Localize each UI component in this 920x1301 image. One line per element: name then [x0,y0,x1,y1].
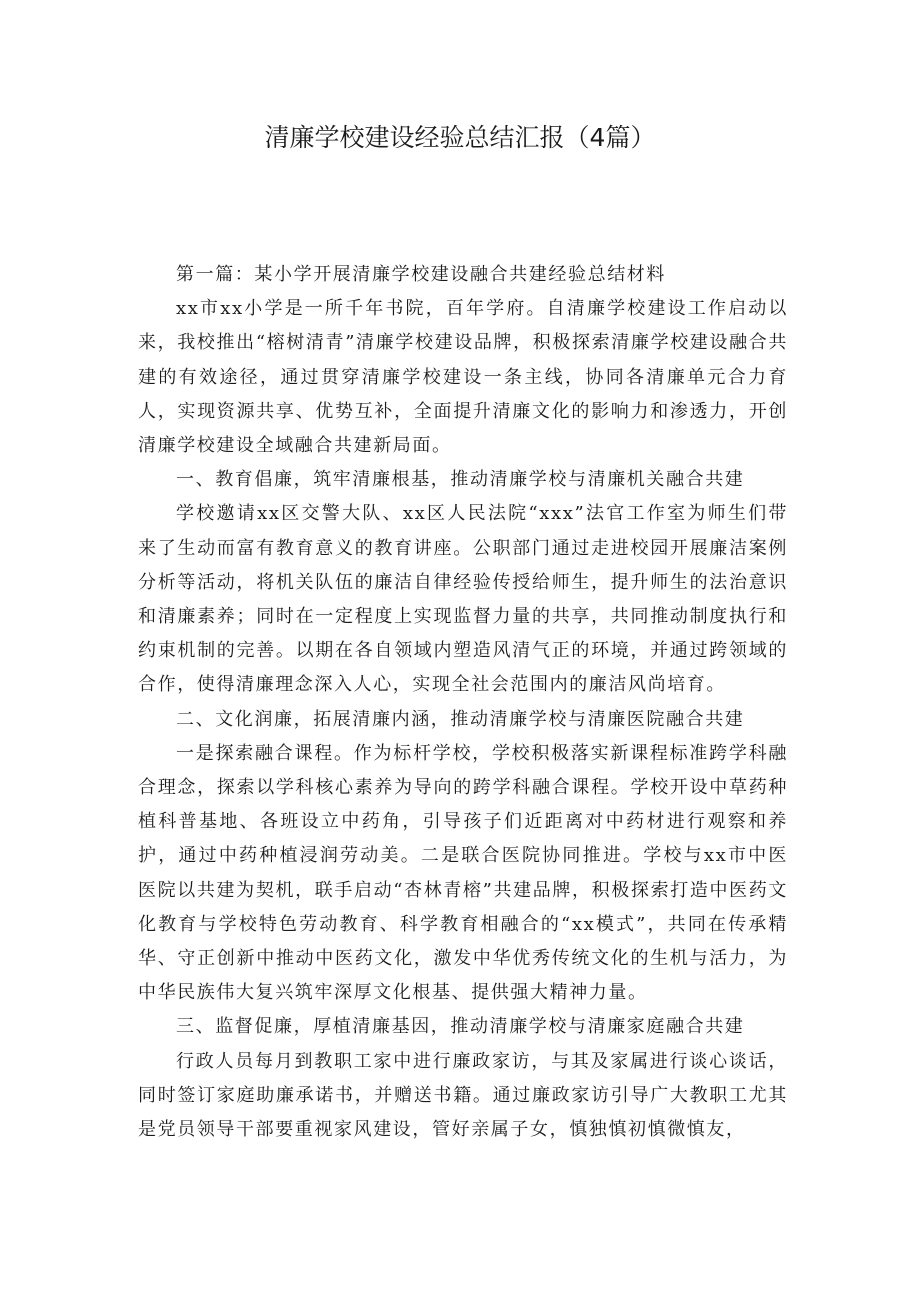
section-heading-supervision: 三、监督促廉，厚植清廉基因，推动清廉学校与清廉家庭融合共建 [176,1016,745,1038]
paragraph-education: 学校邀请xx区交警大队、xx区人民法院“xxx”法官工作室为师生们带来了生动而富有教育意义的教育讲座。公职部门通过走进校园开展廉洁案例分析等活动，将机关队伍的廉洁自律经验传授给师生，提升师生的法治意识和清廉素养；同时在一定程度上实现监督力量的共享，共同推动制度执行和约束机制的完善。以期在各自领域内塑造风清气正的环境，并通过跨领域的合作，使得清廉理念深入人心，实现全社会范围内的廉洁风尚培育。 [138,503,788,696]
paragraph-supervision: 行政人员每月到教职工家中进行廉政家访，与其及家属进行谈心谈话，同时签订家庭助廉承诺书，并赠送书籍。通过廉政家访引导广大教职工尤其是党员领导干部要重视家风建设，管好亲属子女，慎独慎初慎微慎友， [138,1050,788,1141]
section-heading-part-one: 第一篇：某小学开展清廉学校建设融合共建经验总结材料 [176,264,666,285]
section-heading-education: 一、教育倡廉，筑牢清廉根基，推动清廉学校与清廉机关融合共建 [176,469,745,491]
paragraph-culture: 一是探索融合课程。作为标杆学校，学校积极落实新课程标准跨学科融合理念，探索以学科核心素养为导向的跨学科融合课程。学校开设中草药种植科普基地、各班设立中药角，引导孩子们近距离对中药材进行观察和养护，通过中药种植浸润劳动美。二是联合医院协同推进。学校与xx市中医医院以共建为契机，联手启动“杏林青榕”共建品牌，积极探索打造中医药文化教育与学校特色劳动教育、科学教育相融合的“xx模式”，共同在传承精华、守正创新中推动中医药文化，激发中华优秀传统文化的生机与活力，为中华民族伟大复兴筑牢深厚文化根基、提供强大精神力量。 [138,742,788,1004]
document-body [138,258,788,1147]
paragraph-intro: xx市xx小学是一所千年书院，百年学府。自清廉学校建设工作启动以来，我校推出“榕树清青”清廉学校建设品牌，积极探索清廉学校建设融合共建的有效途径，通过贯穿清廉学校建设一条主线，协同各清廉单元合力育人，实现资源共享、优势互补，全面提升清廉文化的影响力和渗透力，开创清廉学校建设全域融合共建新局面。 [138,298,788,457]
section-heading-culture: 二、文化润廉，拓展清廉内涵，推动清廉学校与清廉医院融合共建 [176,708,745,730]
document-title: 清廉学校建设经验总结汇报（4篇） [264,123,656,152]
